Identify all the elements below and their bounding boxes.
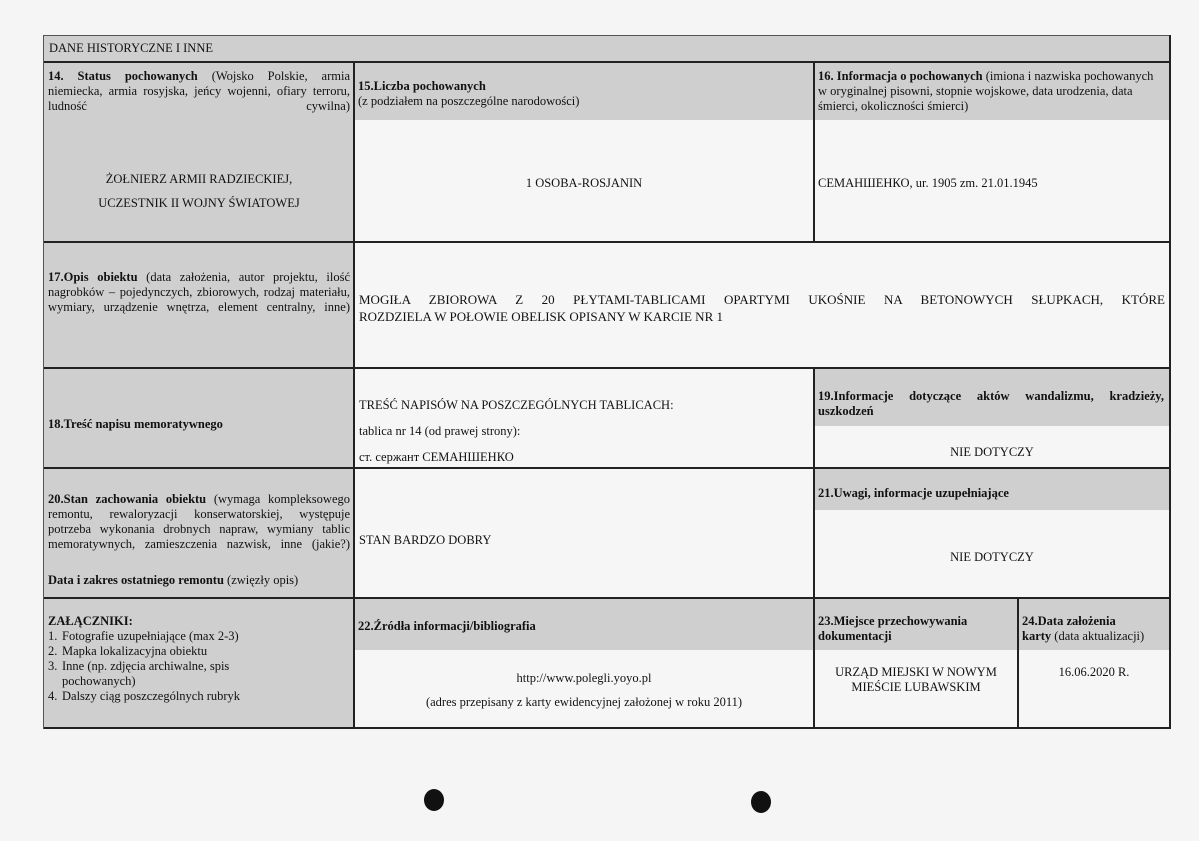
field-15-hint: (z podziałem na poszczególne narodowości) xyxy=(358,94,580,108)
field-14-label xyxy=(48,69,350,114)
field-17-label xyxy=(48,270,350,315)
attachment-item xyxy=(48,689,348,704)
attachment-item xyxy=(48,629,348,644)
field-22-note: (adres przepisany z karty ewidencyjnej założonej w roku 2011) xyxy=(425,695,743,709)
attachment-num: 3. xyxy=(48,659,58,673)
field-17-value xyxy=(359,291,1165,325)
field-16-value: СЕМАНШЕНКО, ur. 1905 zm. 21.01.1945 xyxy=(818,176,1038,190)
field-24-label xyxy=(1022,614,1168,644)
attachments-list xyxy=(48,629,348,704)
grid-line xyxy=(1169,35,1171,729)
field-23-label xyxy=(818,614,1014,644)
field-22-value xyxy=(354,666,814,714)
field-20-label xyxy=(48,492,350,552)
attachment-num: 1. xyxy=(48,629,58,643)
field-20-hint: (wymaga kompleksowego remontu, rewaloryzacji konserwatorskiej, występuje potrzeba wykonania drobnych napraw, wymiany tablic memoratywnych, zamieszczenia nazwisk, inne (jakie?) xyxy=(48,492,350,551)
field-24-label-line1: 24.Data założenia xyxy=(1022,614,1116,628)
field-18-value xyxy=(359,392,809,470)
field-23-label-line1: 23.Miejsce przechowywania xyxy=(818,614,968,628)
field-20-title: 20.Stan zachowania obiektu xyxy=(48,492,207,506)
field-23-value xyxy=(814,665,1018,695)
field-22-url: http://www.polegli.yoyo.pl xyxy=(516,671,652,685)
field-15-value: 1 OSOBA-ROSJANIN xyxy=(525,176,643,190)
field-14-title: 14. Status pochowanych xyxy=(48,69,198,83)
field-16-label xyxy=(818,69,1164,114)
field-22-label: 22.Źródła informacji/bibliografia xyxy=(358,619,536,633)
punch-hole-left xyxy=(424,789,444,811)
field-21-label: 21.Uwagi, informacje uzupełniające xyxy=(818,486,1009,500)
grid-line xyxy=(43,597,1171,599)
field-19-value: NIE DOTYCZY xyxy=(950,445,1034,459)
field-16-hint: (imiona i nazwiska pochowanych w oryginalnej pisowni, stopnie wojskowe, data urodzenia, data śmierci, okoliczności śmierci) xyxy=(818,69,1154,113)
attachment-item xyxy=(48,659,348,689)
field-17-hint: (data założenia, autor projektu, ilość nagrobków – pojedynczych, zbiorowych, rodzaj materiału, wymiary, urządzenie wnętrza, element centralny, inne) xyxy=(48,270,350,314)
field-20-repair xyxy=(48,573,350,588)
field-18-line2: tablica nr 14 (od prawej strony): xyxy=(359,424,521,438)
field-24-value: 16.06.2020 R. xyxy=(1058,665,1130,679)
grid-line xyxy=(43,727,1171,729)
attachment-text: Fotografie uzupełniające (max 2-3) xyxy=(62,629,239,643)
attachments-title: ZAŁĄCZNIKI: xyxy=(48,614,133,628)
field-20-repair-title: Data i zakres ostatniego remontu xyxy=(48,573,224,587)
field-18-label: 18.Treść napisu memoratywnego xyxy=(48,417,223,431)
field-24-label-hint: (data aktualizacji) xyxy=(1054,629,1145,643)
grid-line xyxy=(43,61,1171,63)
field-21-value: NIE DOTYCZY xyxy=(950,550,1034,564)
grid-line xyxy=(43,367,1171,369)
field-23-label-line2: dokumentacji xyxy=(818,629,892,643)
attachment-num: 4. xyxy=(48,689,58,703)
grid-line xyxy=(1017,597,1019,729)
field-17-value-line1: MOGIŁA ZBIOROWA Z 20 PŁYTAMI-TABLICAMI OPARTYMI UKOŚNIE NA BETONOWYCH SŁUPKACH, KTÓRE xyxy=(359,292,1165,307)
field-20-value: STAN BARDZO DOBRY xyxy=(359,533,492,547)
field-17-value-line2: ROZDZIELA W POŁOWIE OBELISK OPISANY W KARCIE NR 1 xyxy=(359,309,723,324)
grid-line xyxy=(353,61,355,729)
attachment-text: Inne (np. zdjęcia archiwalne, spis pochowanych) xyxy=(62,659,230,688)
grid-line xyxy=(43,35,44,729)
attachments-block xyxy=(48,614,348,704)
field-18-line3: ст. сержант СЕМАНШЕНКО xyxy=(359,450,514,464)
grid-line xyxy=(813,61,815,242)
section-header: DANE HISTORYCZNE I INNE xyxy=(49,41,213,55)
field-14-value xyxy=(44,167,354,215)
field-15-title: 15.Liczba pochowanych xyxy=(358,79,486,93)
attachment-item xyxy=(48,644,348,659)
field-24-label-bold: karty xyxy=(1022,629,1052,643)
field-23-value-line2: MIEŚCIE LUBAWSKIM xyxy=(851,680,981,694)
field-18-line1: TREŚĆ NAPISÓW NA POSZCZEGÓLNYCH TABLICACH: xyxy=(359,398,674,412)
attachment-num: 2. xyxy=(48,644,58,658)
field-14-value-line2: UCZESTNIK II WOJNY ŚWIATOWEJ xyxy=(98,196,300,210)
field-23-value-line1: URZĄD MIEJSKI W NOWYM xyxy=(835,665,997,679)
punch-hole-right xyxy=(751,791,771,813)
field-14-hint: (Wojsko Polskie, armia niemiecka, armia rosyjska, jeńcy wojenni, ofiary terroru, ludność cywilna) xyxy=(48,69,351,113)
grid-line xyxy=(43,241,1171,243)
cell-24-value-bg xyxy=(1018,650,1170,728)
attachment-text: Dalszy ciąg poszczególnych rubryk xyxy=(62,689,241,703)
grid-line xyxy=(43,35,1171,36)
field-24-label-line2 xyxy=(1022,629,1168,644)
attachment-text: Mapka lokalizacyjna obiektu xyxy=(62,644,208,658)
field-16-title: 16. Informacja o pochowanych xyxy=(818,69,983,83)
field-15-label xyxy=(358,79,808,109)
field-17-title: 17.Opis obiektu xyxy=(48,270,138,284)
field-14-value-line1: ŻOŁNIERZ ARMII RADZIECKIEJ, xyxy=(105,172,293,186)
field-20-repair-hint: (zwięzły opis) xyxy=(227,573,299,587)
field-19-label: 19.Informacje dotyczące aktów wandalizmu, kradzieży, uszkodzeń xyxy=(818,389,1164,418)
